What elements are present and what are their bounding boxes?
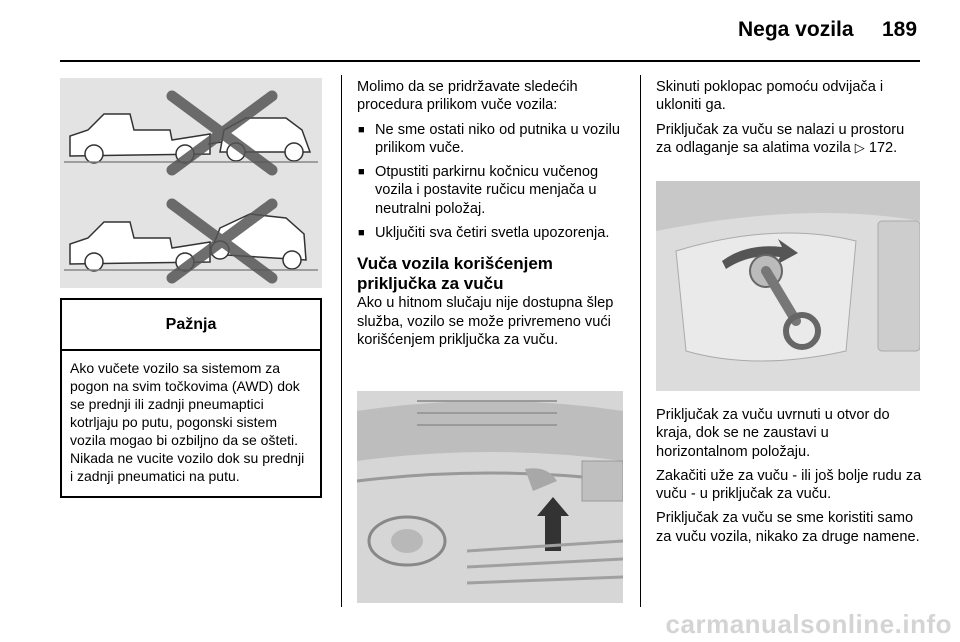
column-divider-right [640,75,641,607]
right-column-top [656,78,921,163]
bullet-item: ■ Uključiti sva četiri svetla upozorenja. [357,224,627,242]
watermark: carmanualsonline.info [665,609,952,639]
tow-eye-photo [656,181,920,391]
header-title: Nega vozila [738,18,854,41]
intro-paragraph: Molimo da se pridržavate sledećih procedura prilikom vuče vozila: [357,79,578,114]
right-column-bottom [656,406,924,552]
warning-box [60,298,322,498]
section-heading: Vuča vozila korišćenjem priključka za vuču [357,254,553,294]
paragraph-attach-rope: Zakačiti uže za vuču - ili još bolje rudu za vuču - u priključak za vuču. [656,467,922,503]
bullet-item: ■ Ne sme ostati niko od putnika u vozilu prilikom vuče. [357,121,627,158]
paragraph-tow-eye-location: Priključak za vuču se nalazi u prostoru za odlaganje sa alatima vozila ▷ 172. [656,121,905,156]
column-divider-left [341,75,342,607]
bumper-photo [357,391,623,603]
page-reference-icon: ▷ [854,139,865,155]
page-reference: 172. [868,139,898,156]
section-paragraph: Ako u hitnom slučaju nije dostupna šlep služba, vozilo se može privremeno vući korišćenjem priključka za vuču. [357,295,614,348]
page-number: 189 [882,18,918,41]
paragraph-screw-in: Priključak za vuču uvrnuti u otvor do kraja, dok se ne zaustavi u horizontalnom položaju. [656,407,890,460]
paragraph-remove-cover: Skinuti poklopac pomoću odvijača i ukloniti ga. [656,79,884,114]
warning-text: Ako vučete vozilo sa sistemom za pogon na svim točkovima (AWD) dok se prednji ili zadnji pneumaptici kotrljaju po putu, pogonski sistem vozila mogao bi ozbiljno da se ošteti. Nikada ne vucite vozilo dok su prednji i zadnji pneumatici na putu. [70,360,305,484]
towing-illustration [60,78,322,288]
middle-column [357,78,627,355]
header-rule [60,60,920,62]
paragraph-usage-limit: Priključak za vuču se sme koristiti samo za vuču vozila, nikako za druge namene. [656,510,920,545]
warning-title: Pažnja [62,300,320,351]
bullet-item: ■ Otpustiti parkirnu kočnicu vučenog vozila i postavite ručicu menjača u neutralni položaj. [357,163,627,218]
